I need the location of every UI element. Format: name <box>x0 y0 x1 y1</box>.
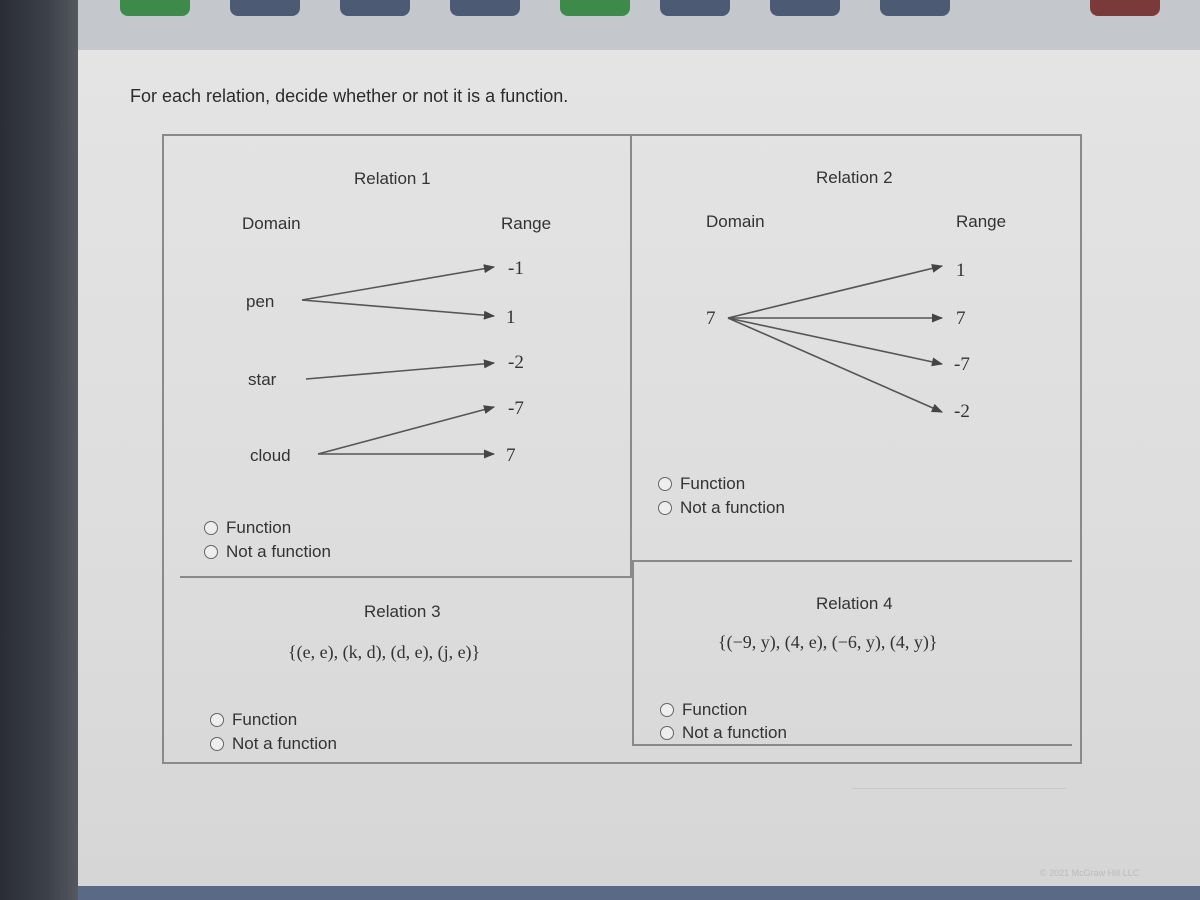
relation1-range-label: Range <box>501 214 552 233</box>
toolbar-button[interactable] <box>120 0 190 16</box>
option-label: Function <box>682 700 748 719</box>
relation1-domain-label: Domain <box>242 214 301 233</box>
relation4-panel <box>632 560 1072 746</box>
relation2-option-not-function[interactable] <box>658 498 785 518</box>
radio-button[interactable] <box>658 477 672 491</box>
radio-button[interactable] <box>660 703 674 717</box>
radio-button[interactable] <box>204 545 218 559</box>
range-item-neg7: -7 <box>508 398 524 419</box>
range-item-neg2: -2 <box>954 401 970 422</box>
relation1-option-not-function[interactable] <box>204 542 331 562</box>
relation2-option-function[interactable] <box>658 474 745 494</box>
domain-item-7: 7 <box>706 308 716 329</box>
answer-area-edge <box>852 788 1066 795</box>
relation3-option-function[interactable] <box>210 710 297 730</box>
arrow-cloud-to-neg7 <box>318 407 494 454</box>
top-toolbar <box>78 0 1200 51</box>
relation2-range-label: Range <box>956 212 1007 231</box>
arrow-7-to-neg2 <box>728 318 942 412</box>
relation4-option-function[interactable] <box>660 700 747 720</box>
toolbar-button[interactable] <box>560 0 630 16</box>
range-item-neg2: -2 <box>508 352 524 373</box>
arrow-pen-to-1 <box>302 300 494 316</box>
option-label: Function <box>232 710 298 729</box>
arrow-7-to-1 <box>728 266 942 318</box>
radio-button[interactable] <box>210 713 224 727</box>
monitor-bezel <box>0 0 78 900</box>
range-item-neg7: -7 <box>954 354 970 375</box>
relations-grid <box>162 134 1082 764</box>
radio-button[interactable] <box>660 726 674 740</box>
radio-button[interactable] <box>658 501 672 515</box>
relation4-set: {(−9, y), (4, e), (−6, y), (4, y)} <box>718 632 938 652</box>
relation3-set: {(e, e), (k, d), (d, e), (j, e)} <box>288 642 481 662</box>
relation2-domain-label: Domain <box>706 212 765 231</box>
relation1-option-function[interactable] <box>204 518 291 538</box>
toolbar-button[interactable] <box>450 0 520 16</box>
range-item-neg1: -1 <box>508 258 524 279</box>
domain-item-pen: pen <box>246 292 275 311</box>
option-label: Not a function <box>226 542 331 561</box>
option-label: Not a function <box>682 723 787 742</box>
relation2-title: Relation 2 <box>816 168 893 187</box>
relation3-title: Relation 3 <box>364 602 441 621</box>
arrow-star-to-neg2 <box>306 363 494 379</box>
toolbar-button[interactable] <box>1090 0 1160 16</box>
arrow-pen-to-neg1 <box>302 267 494 300</box>
radio-button[interactable] <box>210 737 224 751</box>
relation2-panel <box>632 136 1072 560</box>
bottom-bar <box>78 886 1200 900</box>
toolbar-button[interactable] <box>770 0 840 16</box>
toolbar-button[interactable] <box>880 0 950 16</box>
relation3-panel <box>180 576 632 762</box>
arrow-7-to-neg7 <box>728 318 942 364</box>
copyright-text: © 2021 McGraw Hill LLC <box>1040 868 1140 878</box>
range-item-1: 1 <box>506 307 516 328</box>
relation1-title: Relation 1 <box>354 169 431 188</box>
relation4-title: Relation 4 <box>816 594 893 613</box>
relation1-arrows <box>180 136 632 576</box>
option-label: Function <box>226 518 292 537</box>
toolbar-button[interactable] <box>340 0 410 16</box>
relation2-arrows <box>632 136 1072 560</box>
relation1-panel <box>180 136 632 576</box>
toolbar-button[interactable] <box>230 0 300 16</box>
domain-item-star: star <box>248 370 277 389</box>
question-instruction: For each relation, decide whether or not it is a function. <box>130 86 569 106</box>
option-label: Function <box>680 474 746 493</box>
domain-item-cloud: cloud <box>250 446 291 465</box>
relation4-option-not-function[interactable] <box>660 723 787 743</box>
range-item-7: 7 <box>506 445 516 466</box>
radio-button[interactable] <box>204 521 218 535</box>
relation3-option-not-function[interactable] <box>210 734 337 754</box>
option-label: Not a function <box>680 498 785 517</box>
range-item-1: 1 <box>956 260 966 281</box>
range-item-7: 7 <box>956 308 966 329</box>
toolbar-button[interactable] <box>660 0 730 16</box>
option-label: Not a function <box>232 734 337 753</box>
